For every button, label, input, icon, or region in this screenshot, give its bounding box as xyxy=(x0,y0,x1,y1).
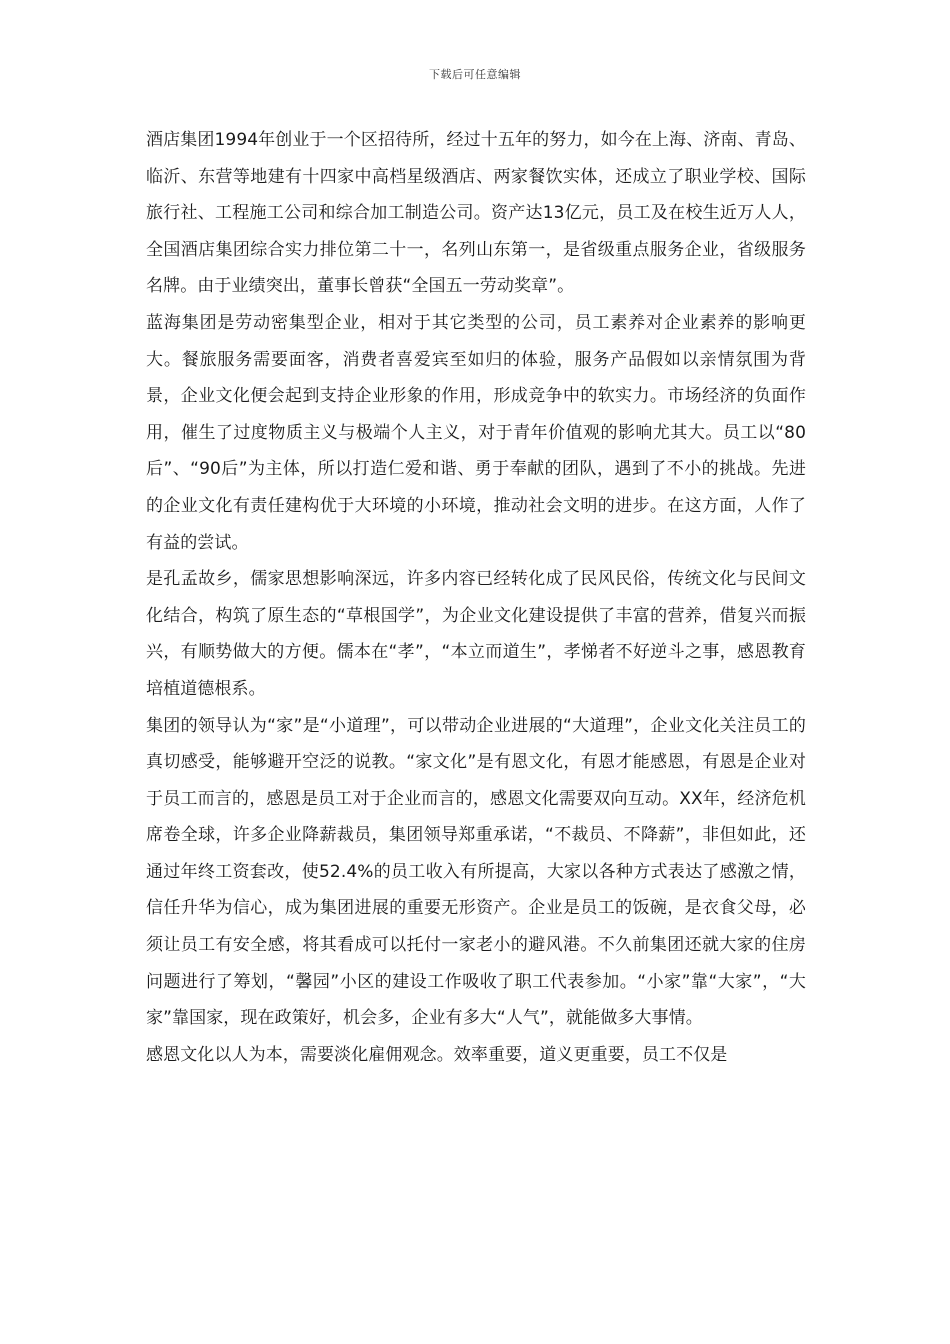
page-header: 下载后可任意编辑 xyxy=(429,68,521,81)
paragraph: 感恩文化以人为本，需要淡化雇佣观念。效率重要，道义更重要，员工不仅是 xyxy=(146,1044,728,1065)
paragraph: 酒店集团1994年创业于一个区招待所，经过十五年的努力，如今在上海、济南、青岛、临沂、东营等地建有十四家中高档星级酒店、两家餐饮实体，还成立了职业学校、国际旅行社、工程施工公司和综合加工制造公司。资产达13亿元，员工及在校生近万人人，全国酒店集团综合实力排位第二十一，名列山东第一，是省级重点服务企业，省级服务名牌。由于业绩突出，董事长曾获“全国五一劳动奖章”。 xyxy=(146,130,806,297)
paragraph: 集团的领导认为“家”是“小道理”，可以带动企业进展的“大道理”，企业文化关注员工的真切感受，能够避开空泛的说教。“家文化”是有恩文化，有恩才能感恩，有恩是企业对于员工而言的，感恩是员工对于企业而言的，感恩文化需要双向互动。XX年，经济危机席卷全球，许多企业降薪裁员，集团领导郑重承诺，“不裁员、不降薪”，非但如此，还通过年终工资套改，使52.4%的员工收入有所提高，大家以各种方式表达了感激之情，信任升华为信心，成为集团进展的重要无形资产。企业是员工的饭碗，是衣食父母，必须让员工有安全感，将其看成可以托付一家老小的避风港。不久前集团还就大家的住房问题进行了筹划，“馨园”小区的建设工作吸收了职工代表参加。“小家”靠“大家”，“大家”靠国家，现在政策好，机会多，企业有多大“人气”，就能做多大事情。 xyxy=(146,715,806,1029)
paragraph: 蓝海集团是劳动密集型企业，相对于其它类型的公司，员工素养对企业素养的影响更大。餐旅服务需要面客，消费者喜爱宾至如归的体验，服务产品假如以亲情氛围为背景，企业文化便会起到支持企业形象的作用，形成竞争中的软实力。市场经济的负面作用，催生了过度物质主义与极端个人主义，对于青年价值观的影响尤其大。员工以“80后”、“90后”为主体，所以打造仁爱和谐、勇于奉献的团队，遇到了不小的挑战。先进的企业文化有责任建构优于大环境的小环境，推动社会文明的进步。在这方面，人作了有益的尝试。 xyxy=(146,312,806,553)
document-body xyxy=(146,122,806,1073)
paragraph: 是孔孟故乡，儒家思想影响深远，许多内容已经转化成了民风民俗，传统文化与民间文化结合，构筑了原生态的“草根国学”，为企业文化建设提供了丰富的营养，借复兴而振兴，有顺势做大的方便。儒本在“孝”，“本立而道生”，孝悌者不好逆斗之事，感恩教育培植道德根系。 xyxy=(146,569,806,699)
